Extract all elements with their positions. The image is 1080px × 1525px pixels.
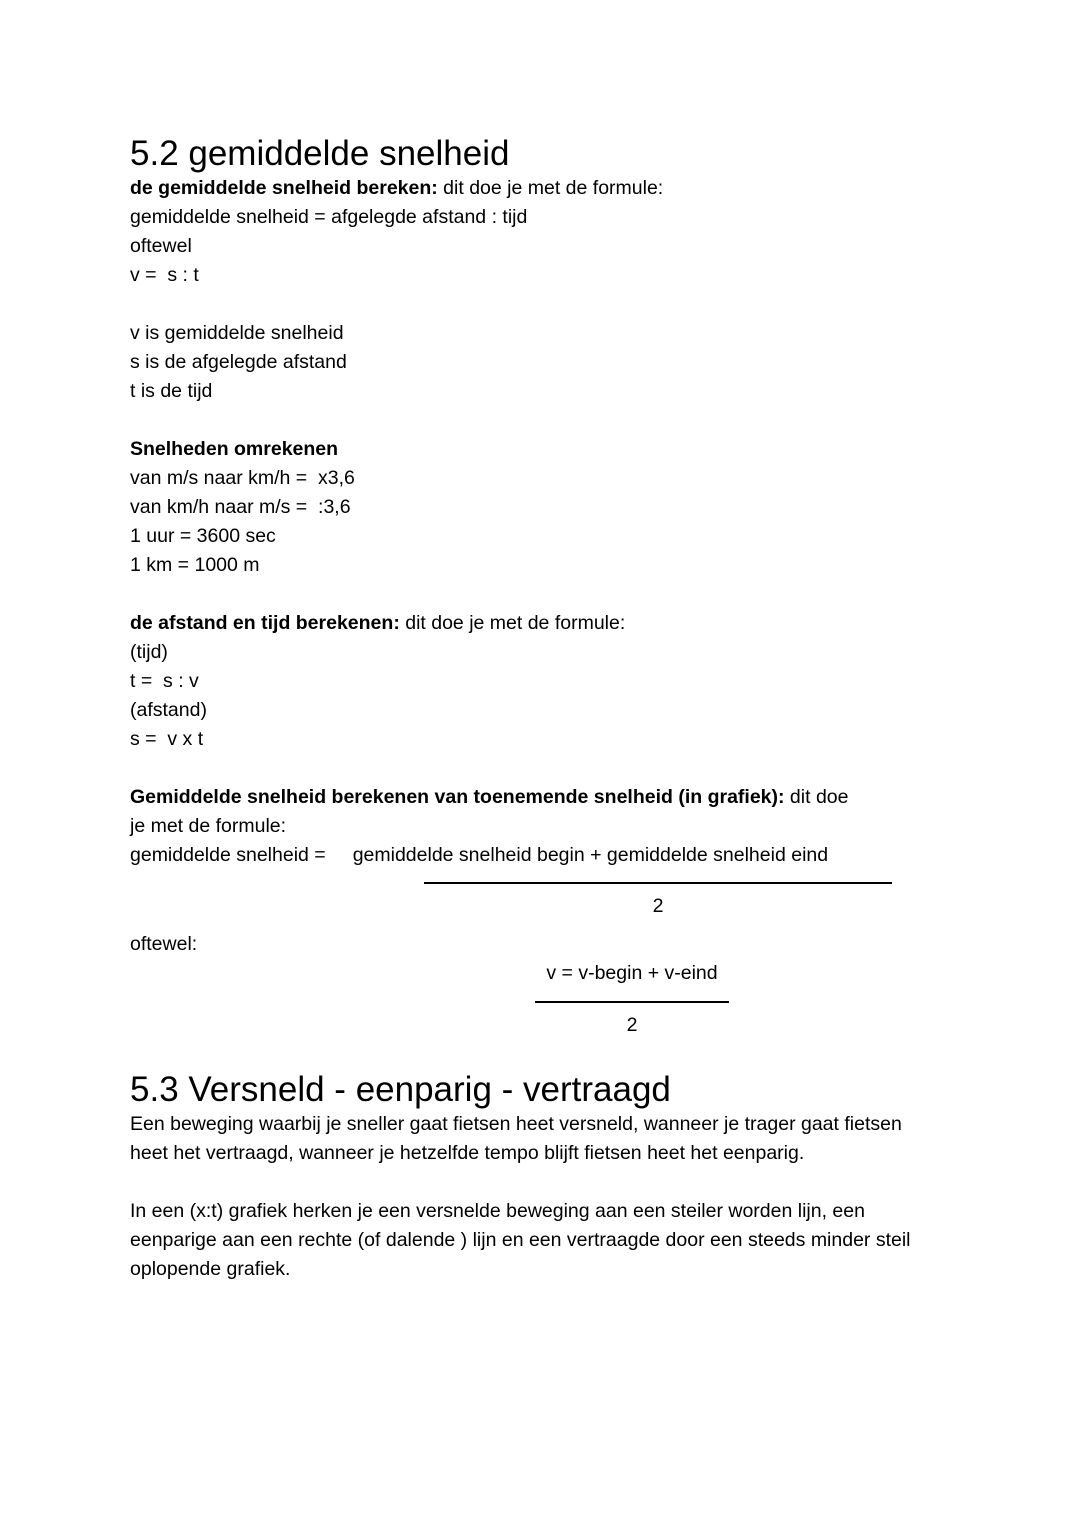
- intro-line: [130, 783, 942, 812]
- fraction-numerator: gemiddelde snelheid begin + gemiddelde snelheid eind: [352, 844, 829, 866]
- formula-text-line: oftewel: [130, 235, 192, 257]
- conversion-line: 1 uur = 3600 sec: [130, 525, 276, 547]
- section-distance-time-formula: [130, 609, 942, 754]
- oftewel-label: oftewel:: [130, 933, 198, 955]
- formula-label: gemiddelde snelheid =: [130, 844, 326, 866]
- intro-rest-text: dit doe je met de formule:: [437, 177, 664, 199]
- intro-rest-text: dit doe: [784, 786, 849, 808]
- formula-text-line: s = v x t: [130, 728, 204, 750]
- section-avg-speed-formula: [130, 174, 942, 290]
- fraction-denominator: 2: [652, 895, 664, 917]
- heading-5-2: 5.2 gemiddelde snelheid: [130, 134, 510, 173]
- formula-text-line: (tijd): [130, 641, 168, 663]
- paragraph-text: In een (x:t) grafiek herken je een versnelde beweging aan een steiler worden lijn, een eenparige aan een rechte (of dalende ) lijn en een vertraagde door een steeds minder steil oplopende grafiek.: [130, 1200, 911, 1280]
- paragraph-versneld-definitions: [130, 1110, 942, 1168]
- conversions-heading: Snelheden omrekenen: [130, 438, 339, 460]
- intro-rest-text: dit doe je met de formule:: [399, 612, 626, 634]
- heading-5-3: 5.3 Versneld - eenparig - vertraagd: [130, 1070, 671, 1109]
- formula-text-line: v = s : t: [130, 264, 199, 286]
- intro-bold-label: Gemiddelde snelheid berekenen van toenemende snelheid (in grafiek):: [130, 786, 785, 808]
- formula-text-line: gemiddelde snelheid = afgelegde afstand : tijd: [130, 206, 528, 228]
- intro-bold-label: de gemiddelde snelheid bereken:: [130, 177, 438, 199]
- section-variable-definitions: [130, 319, 942, 406]
- fraction-block-short: [535, 959, 729, 1040]
- intro-bold-label: de afstand en tijd berekenen:: [130, 612, 400, 634]
- intro-line: [130, 174, 942, 203]
- conversion-line: 1 km = 1000 m: [130, 554, 260, 576]
- section-speed-conversions: [130, 435, 942, 580]
- conversion-line: van km/h naar m/s = :3,6: [130, 496, 351, 518]
- fraction-formula-row: [130, 841, 942, 870]
- fraction-numerator: v = v-begin + v-eind: [546, 962, 718, 984]
- fraction-denominator: 2: [626, 1014, 638, 1036]
- formula-text-line: (afstand): [130, 699, 207, 721]
- fraction-block: [424, 882, 892, 921]
- document-content: [130, 133, 942, 1284]
- variable-definition-line: v is gemiddelde snelheid: [130, 322, 344, 344]
- section-avg-speed-increasing: [130, 783, 942, 1040]
- variable-definition-line: s is de afgelegde afstand: [130, 351, 347, 373]
- paragraph-text: Een beweging waarbij je sneller gaat fietsen heet versneld, wanneer je trager gaat fietsen heet het vertraagd, wanneer je hetzelfde tempo blijft fietsen heet het eenparig.: [130, 1113, 902, 1164]
- paragraph-grafiek-herkenning: [130, 1197, 942, 1284]
- variable-definition-line: t is de tijd: [130, 380, 213, 402]
- conversion-line: van m/s naar km/h = x3,6: [130, 467, 355, 489]
- intro-line-2: je met de formule:: [130, 815, 287, 837]
- formula-text-line: t = s : v: [130, 670, 199, 692]
- intro-line: [130, 609, 942, 638]
